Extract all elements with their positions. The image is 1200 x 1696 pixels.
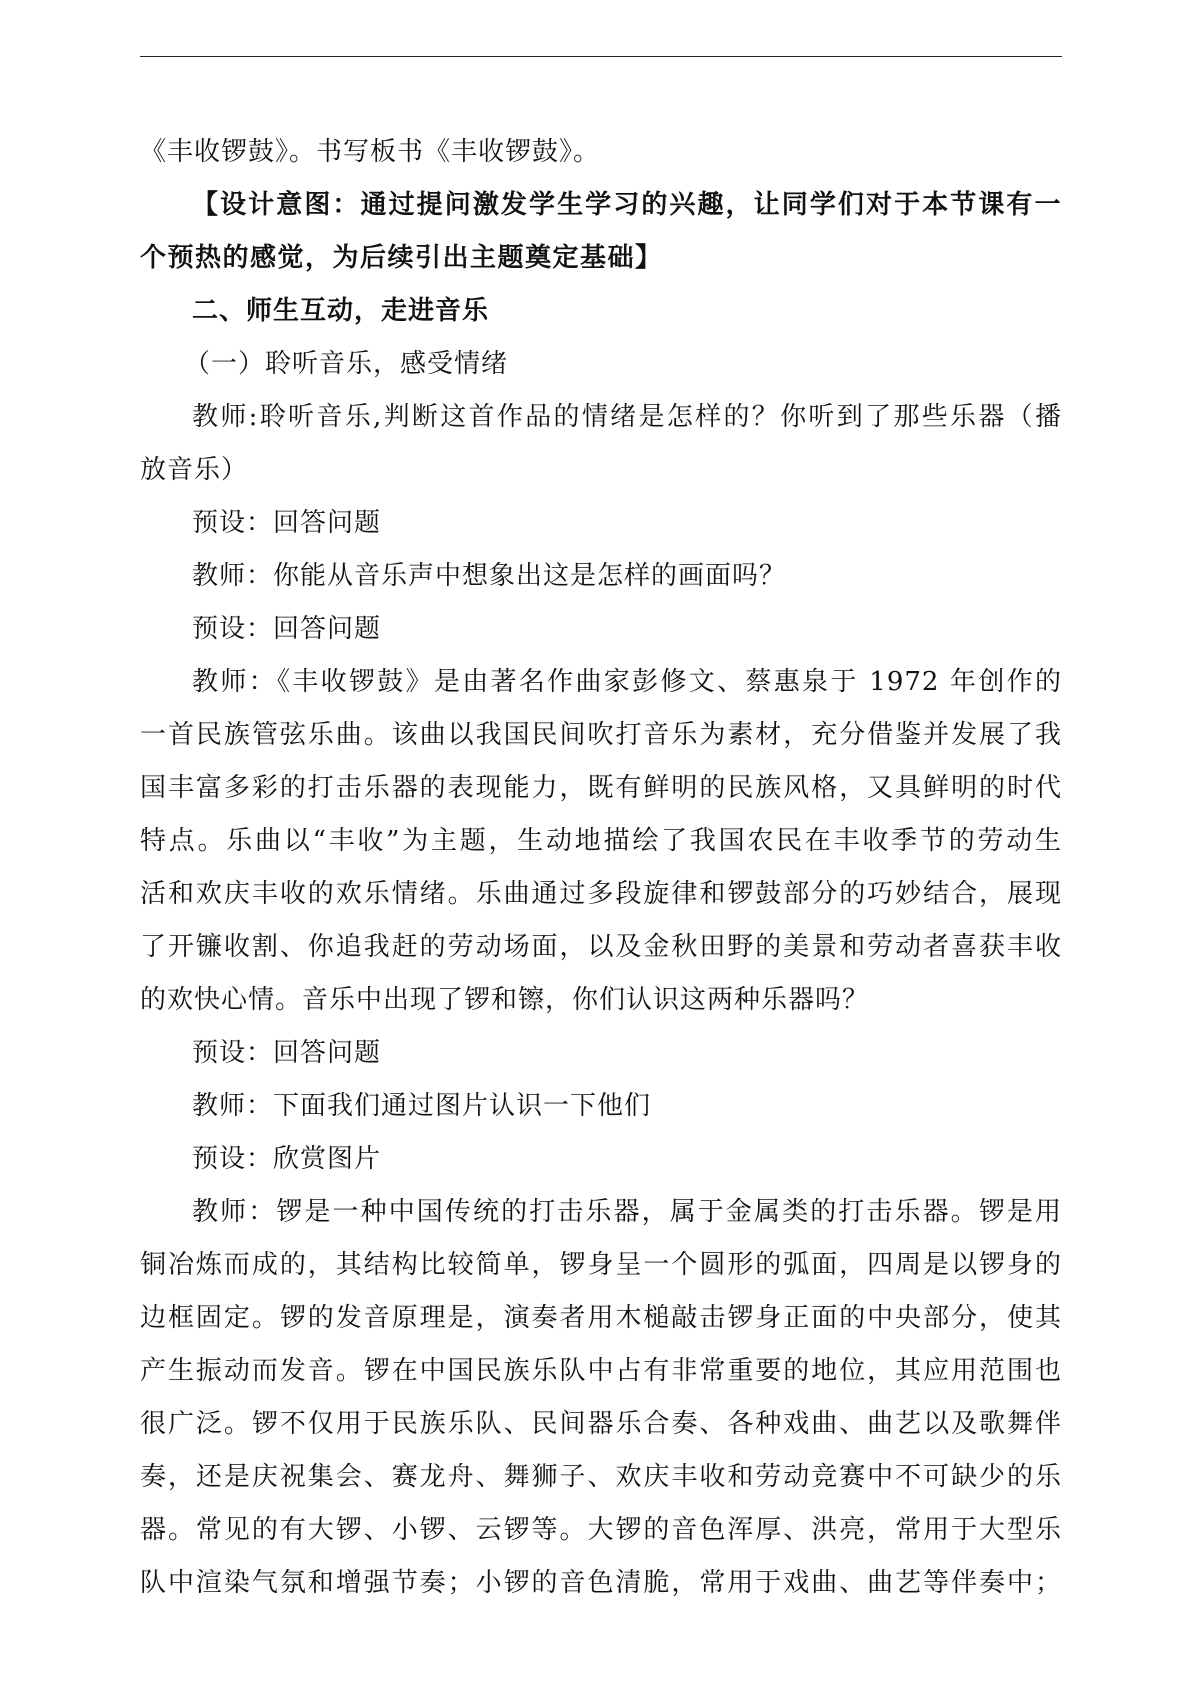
paragraph-line: 的欢快心情。音乐中出现了锣和镲，你们认识这两种乐器吗？ bbox=[140, 985, 870, 1015]
paragraph-line: 预设：回答问题 bbox=[192, 614, 382, 644]
paragraph-line: 铜冶炼而成的，其结构比较简单，锣身呈一个圆形的弧面，四周是以锣身的 bbox=[140, 1250, 1062, 1280]
paragraph-line: 器。常见的有大锣、小锣、云锣等。大锣的音色浑厚、洪亮，常用于大型乐 bbox=[140, 1515, 1062, 1545]
section-heading: 二、师生互动，走进音乐 bbox=[192, 296, 490, 326]
paragraph-line: 放音乐） bbox=[140, 455, 249, 485]
paragraph-line: 很广泛。锣不仅用于民族乐队、民间器乐合奏、各种戏曲、曲艺以及歌舞伴 bbox=[140, 1409, 1062, 1439]
paragraph-line: 了开镰收割、你追我赶的劳动场面，以及金秋田野的美景和劳动者喜获丰收 bbox=[140, 932, 1062, 962]
design-intent-line: 【设计意图：通过提问激发学生学习的兴趣，让同学们对于本节课有一 bbox=[192, 190, 1062, 220]
paragraph-line: 活和欢庆丰收的欢乐情绪。乐曲通过多段旋律和锣鼓部分的巧妙结合，展现 bbox=[140, 879, 1062, 909]
paragraph-line: 边框固定。锣的发音原理是，演奏者用木槌敲击锣身正面的中央部分，使其 bbox=[140, 1303, 1062, 1333]
paragraph-line: 奏，还是庆祝集会、赛龙舟、舞狮子、欢庆丰收和劳动竞赛中不可缺少的乐 bbox=[140, 1462, 1062, 1492]
paragraph-line: 教师：《丰收锣鼓》是由著名作曲家彭修文、蔡惠泉于 1972 年创作的 bbox=[192, 667, 1062, 697]
paragraph-line: 国丰富多彩的打击乐器的表现能力，既有鲜明的民族风格，又具鲜明的时代 bbox=[140, 773, 1062, 803]
subsection-heading: （一）聆听音乐，感受情绪 bbox=[184, 349, 509, 379]
design-intent-line: 个预热的感觉，为后续引出主题奠定基础】 bbox=[140, 243, 663, 273]
paragraph-line: 教师：你能从音乐声中想象出这是怎样的画面吗？ bbox=[192, 561, 787, 591]
paragraph-line: 《丰收锣鼓》。书写板书《丰收锣鼓》。 bbox=[140, 137, 601, 167]
paragraph-line: 预设：回答问题 bbox=[192, 508, 382, 538]
header-rule bbox=[140, 56, 1062, 57]
paragraph-line: 预设：回答问题 bbox=[192, 1038, 382, 1068]
paragraph-line: 教师：锣是一种中国传统的打击乐器，属于金属类的打击乐器。锣是用 bbox=[192, 1197, 1062, 1227]
paragraph-line: 教师：下面我们通过图片认识一下他们 bbox=[192, 1091, 652, 1121]
paragraph-line: 一首民族管弦乐曲。该曲以我国民间吹打音乐为素材，充分借鉴并发展了我 bbox=[140, 720, 1062, 750]
paragraph-line: 产生振动而发音。锣在中国民族乐队中占有非常重要的地位，其应用范围也 bbox=[140, 1356, 1062, 1386]
paragraph-line: 特点。乐曲以“丰收”为主题，生动地描绘了我国农民在丰收季节的劳动生 bbox=[140, 826, 1062, 856]
paragraph-line: 预设：欣赏图片 bbox=[192, 1144, 382, 1174]
paragraph-line: 教师:聆听音乐,判断这首作品的情绪是怎样的？你听到了那些乐器（播 bbox=[192, 402, 1062, 432]
paragraph-line: 队中渲染气氛和增强节奏；小锣的音色清脆，常用于戏曲、曲艺等伴奏中； bbox=[140, 1568, 1062, 1598]
